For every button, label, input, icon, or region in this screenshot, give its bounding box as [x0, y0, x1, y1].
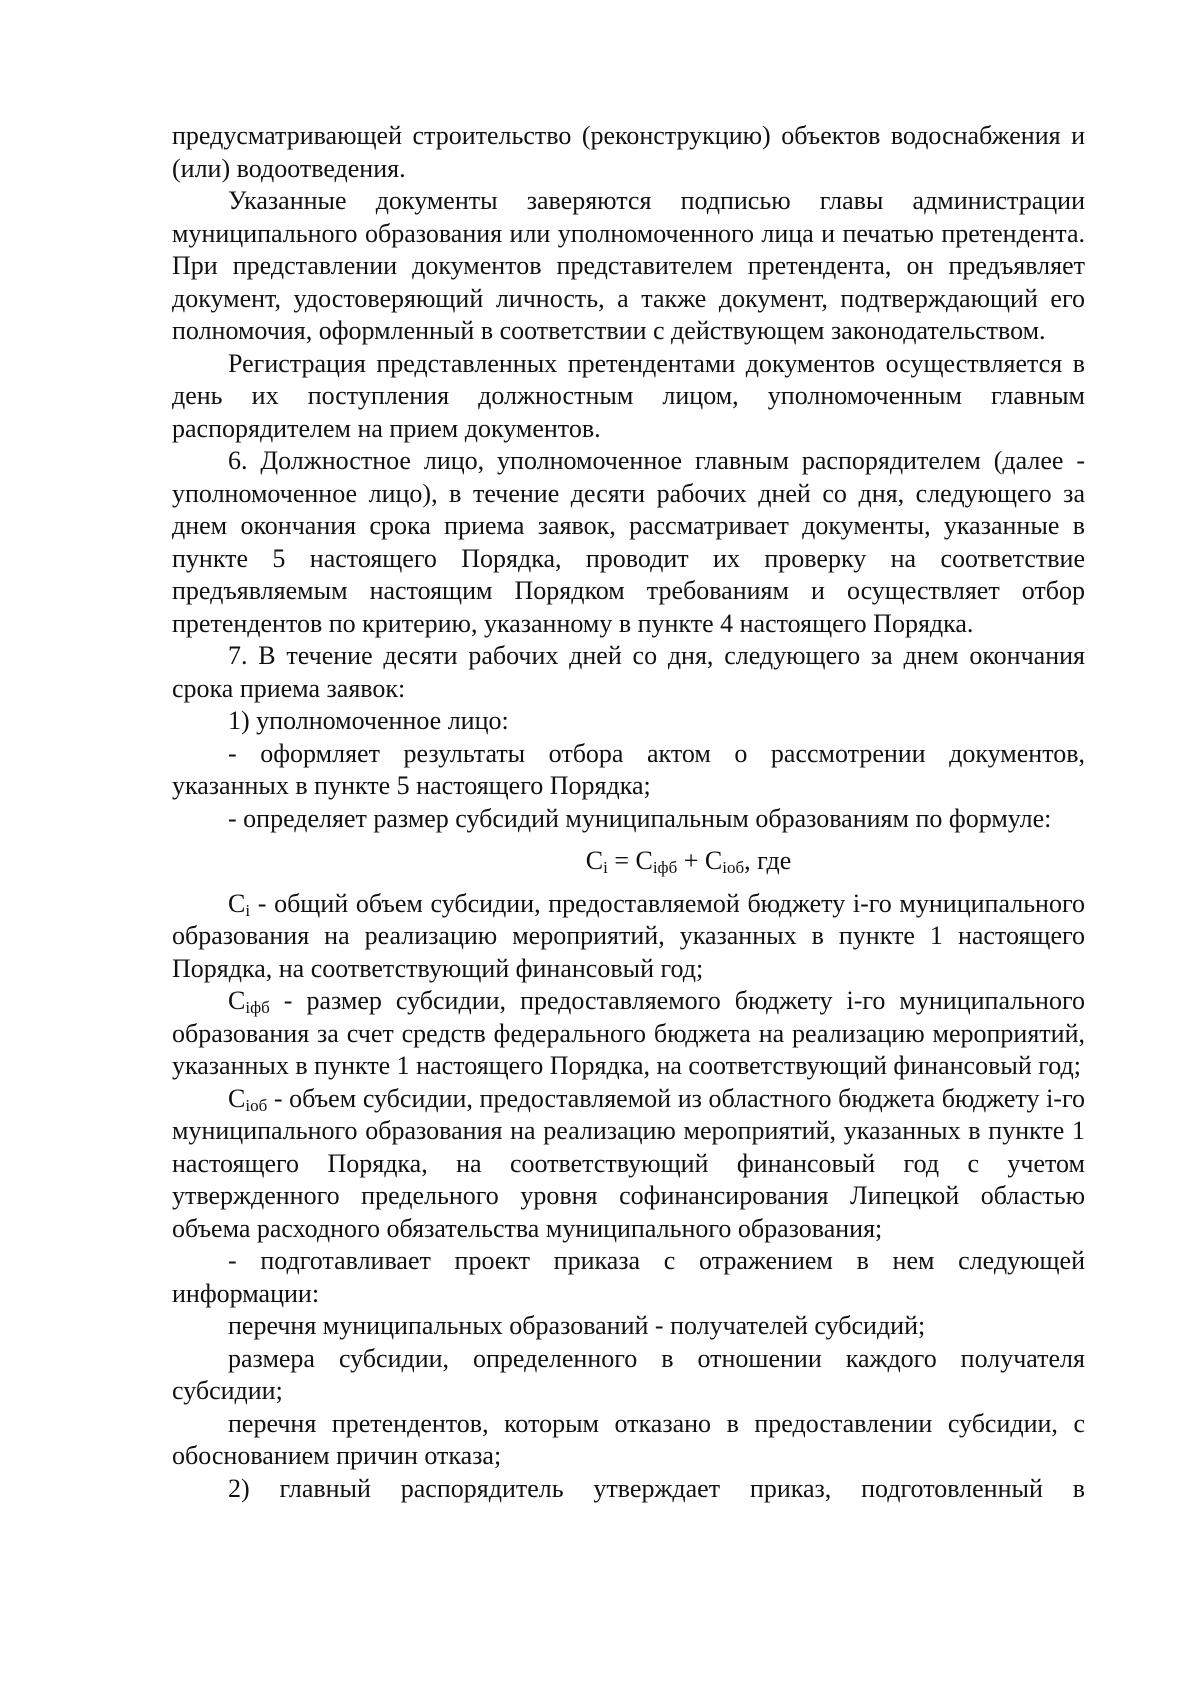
formula-subscript: iоб — [722, 858, 745, 877]
formula-symbol: C — [585, 846, 604, 875]
paragraph: Регистрация представленных претендентами документов осуществляется в день их поступления должностным лицом, уполномоченным главным распорядителем на прием документов. — [172, 348, 1085, 443]
definition-subscript: iоб — [245, 1095, 268, 1115]
paragraph: размера субсидии, определенного в отношении каждого получателя субсидии; — [172, 1343, 1085, 1405]
formula — [172, 845, 1085, 878]
formula-subscript: iфб — [652, 858, 678, 877]
paragraph: 7. В течение десяти рабочих дней со дня, следующего за днем окончания срока приема заявок: — [172, 641, 1085, 703]
paragraph: 1) уполномоченное лицо: — [228, 706, 509, 735]
formula-symbol: C — [704, 846, 723, 875]
definition — [172, 888, 1085, 986]
definition-text: - общий объем субсидии, предоставляемой бюджету i-го муниципального образования на реализацию мероприятий, указанных в пункте 1 настоящего Порядка, на соответствующий финансовый год; — [172, 888, 1085, 983]
definition-text: - объем субсидии, предоставляемой из областного бюджета бюджету i-го муниципального образования на реализацию мероприятий, указанных в пункте 1 настоящего Порядка, на соответствующий финансовый год с учетом утвержденного предельного уровня софинансирования Липецкой областью объема расходного обязательства муниципального образования; — [172, 1083, 1085, 1243]
definition-subscript: i — [245, 900, 251, 920]
paragraph: 2) главный распорядитель утверждает приказ, подготовленный в — [228, 1473, 1085, 1503]
paragraph: перечня муниципальных образований - получателей субсидий; — [228, 1311, 926, 1340]
definition-symbol: C — [228, 986, 246, 1015]
formula-operator: = — [607, 846, 636, 875]
formula-operator: + — [677, 846, 705, 875]
formula-symbol: C — [635, 846, 653, 875]
definition-text: - размер субсидии, предоставляемого бюджету i-го муниципального образования за счет средств федерального бюджета на реализацию мероприятий, указанных в пункте 1 настоящего Порядка, на соответствующий финансовый год; — [172, 986, 1085, 1080]
definition-subscript: iфб — [245, 998, 270, 1017]
paragraph: - определяет размер субсидий муниципальным образованиям по формуле: — [228, 803, 1052, 833]
paragraph: - оформляет результаты отбора актом о рассмотрении документов, указанных в пункте 5 настоящего Порядка; — [172, 738, 1085, 800]
formula-subscript: i — [603, 858, 608, 877]
definition — [172, 1083, 1085, 1246]
paragraph: перечня претендентов, которым отказано в предоставлении субсидии, с обоснованием причин отказа; — [172, 1408, 1085, 1470]
definition — [172, 985, 1085, 1083]
formula-tail: , где — [744, 846, 792, 875]
definition-symbol: C — [228, 1083, 246, 1113]
paragraph: - подготавливает проект приказа с отражением в нем следующей информации: — [172, 1246, 1085, 1308]
paragraph: Указанные документы заверяются подписью главы администрации муниципального образования или уполномоченного лица и печатью претендента. При представлении документов представителем претендента, он предъявляет документ, удостоверяющий личность, а также документ, подтверждающий его полномочия, оформленный в соответствии с действующем законодательством. — [172, 186, 1085, 345]
paragraph: 6. Должностное лицо, уполномоченное главным распорядителем (далее - уполномоченное лицо), в течение десяти рабочих дней со дня, следующего за днем окончания срока приема заявок, рассматривает документы, указанные в пункте 5 настоящего Порядка, проводит их проверку на соответствие предъявляемым настоящим Порядком требованиям и осуществляет отбор претендентов по критерию, указанному в пункте 4 настоящего Порядка. — [172, 446, 1085, 638]
paragraph: предусматривающей строительство (реконструкцию) объектов водоснабжения и (или) водоотведения. — [172, 121, 1085, 183]
definition-symbol: C — [228, 888, 246, 918]
